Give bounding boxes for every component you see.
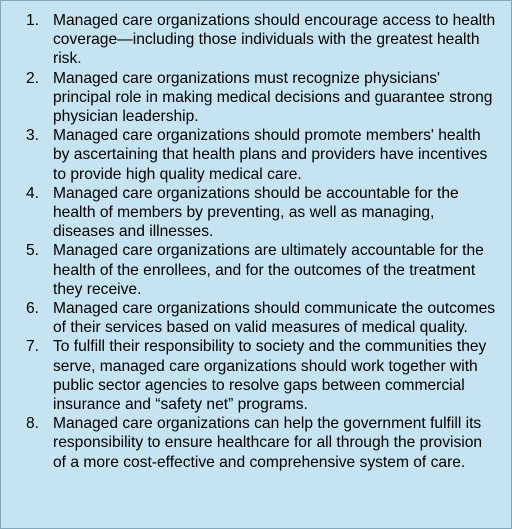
list-item	[1, 414, 499, 472]
list-item	[1, 184, 499, 242]
item-text: Managed care organizations are ultimately accountable for the health of the enrollees, and for the outcomes of the treatment they receive.	[53, 242, 484, 298]
item-number: 2.	[25, 69, 39, 87]
item-number: 8.	[25, 415, 39, 433]
item-text: Managed care organizations can help the government fulfill its responsibility to ensure healthcare for all through the provision of a more cost-effective and comprehensive system of care.	[53, 415, 483, 471]
item-text: Managed care organizations should communicate the outcomes of their services based on valid measures of medical quality.	[53, 300, 496, 337]
item-text: Managed care organizations should be accountable for the health of members by preventing, as well as managing, diseases and illnesses.	[53, 184, 459, 241]
item-text: To fulfill their responsibility to society and the communities they serve, managed care organizations should work together with public sector agencies to resolve gaps between commercial insurance and “safety net” programs.	[53, 338, 487, 414]
list-item	[1, 69, 499, 127]
item-text: Managed care organizations must recognize physicians' principal role in making medical decisions and guarantee strong physician leadership.	[53, 69, 493, 126]
list-item	[1, 299, 499, 337]
item-number: 1.	[25, 12, 39, 29]
list-item	[1, 126, 499, 184]
principles-list	[1, 1, 511, 472]
list-item	[1, 241, 499, 299]
item-number: 4.	[25, 184, 39, 202]
item-number: 5.	[25, 242, 39, 260]
list-item	[1, 337, 499, 414]
item-text: Managed care organizations should promote members' health by ascertaining that health plans and providers have incentives to provide high quality medical care.	[53, 127, 488, 183]
list-item	[1, 11, 499, 69]
item-text: Managed care organizations should encourage access to health coverage—including those individuals with the greatest health risk.	[53, 12, 496, 68]
item-number: 6.	[25, 300, 39, 318]
item-number: 7.	[25, 338, 39, 356]
item-number: 3.	[25, 127, 39, 145]
